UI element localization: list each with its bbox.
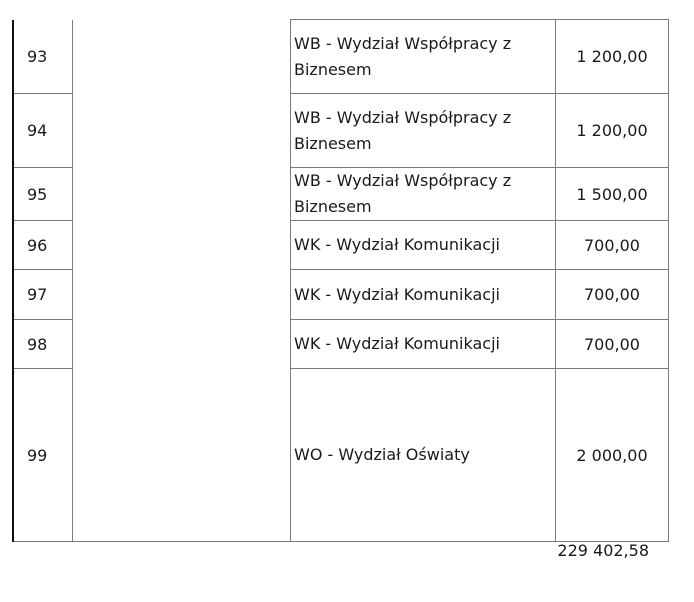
- unit-name: WB - Wydział Współpracy z Biznesem: [291, 94, 556, 168]
- unit-name: WB - Wydział Współpracy z Biznesem: [291, 20, 556, 94]
- table-row: [13, 320, 669, 369]
- row-number: 96: [13, 221, 73, 270]
- amount-cell: 700,00: [556, 320, 669, 369]
- table-row: [13, 221, 669, 270]
- table-row: [13, 20, 669, 94]
- budget-table: [12, 19, 669, 542]
- table-row: [13, 168, 669, 221]
- empty-cell: [73, 270, 291, 320]
- unit-name: WK - Wydział Komunikacji: [291, 320, 556, 369]
- amount-cell: 1 200,00: [556, 20, 669, 94]
- amount-cell: 2 000,00: [556, 369, 669, 542]
- row-number: 94: [13, 94, 73, 168]
- table-row: [13, 94, 669, 168]
- unit-name: WK - Wydział Komunikacji: [291, 270, 556, 320]
- empty-cell: [73, 221, 291, 270]
- table-row: [13, 270, 669, 320]
- unit-name: WK - Wydział Komunikacji: [291, 221, 556, 270]
- amount-cell: 700,00: [556, 270, 669, 320]
- unit-name: WO - Wydział Oświaty: [291, 369, 556, 542]
- table-row: [13, 369, 669, 542]
- amount-cell: 700,00: [556, 221, 669, 270]
- unit-name: WB - Wydział Współpracy z Biznesem: [291, 168, 556, 221]
- row-number: 98: [13, 320, 73, 369]
- empty-cell: [73, 369, 291, 542]
- empty-cell: [73, 168, 291, 221]
- row-number: 97: [13, 270, 73, 320]
- amount-cell: 1 500,00: [556, 168, 669, 221]
- row-number: 95: [13, 168, 73, 221]
- row-number: 99: [13, 369, 73, 542]
- row-number: 93: [13, 20, 73, 94]
- empty-cell: [73, 94, 291, 168]
- grand-total: 229 402,58: [557, 541, 649, 560]
- empty-cell: [73, 20, 291, 94]
- empty-cell: [73, 320, 291, 369]
- amount-cell: 1 200,00: [556, 94, 669, 168]
